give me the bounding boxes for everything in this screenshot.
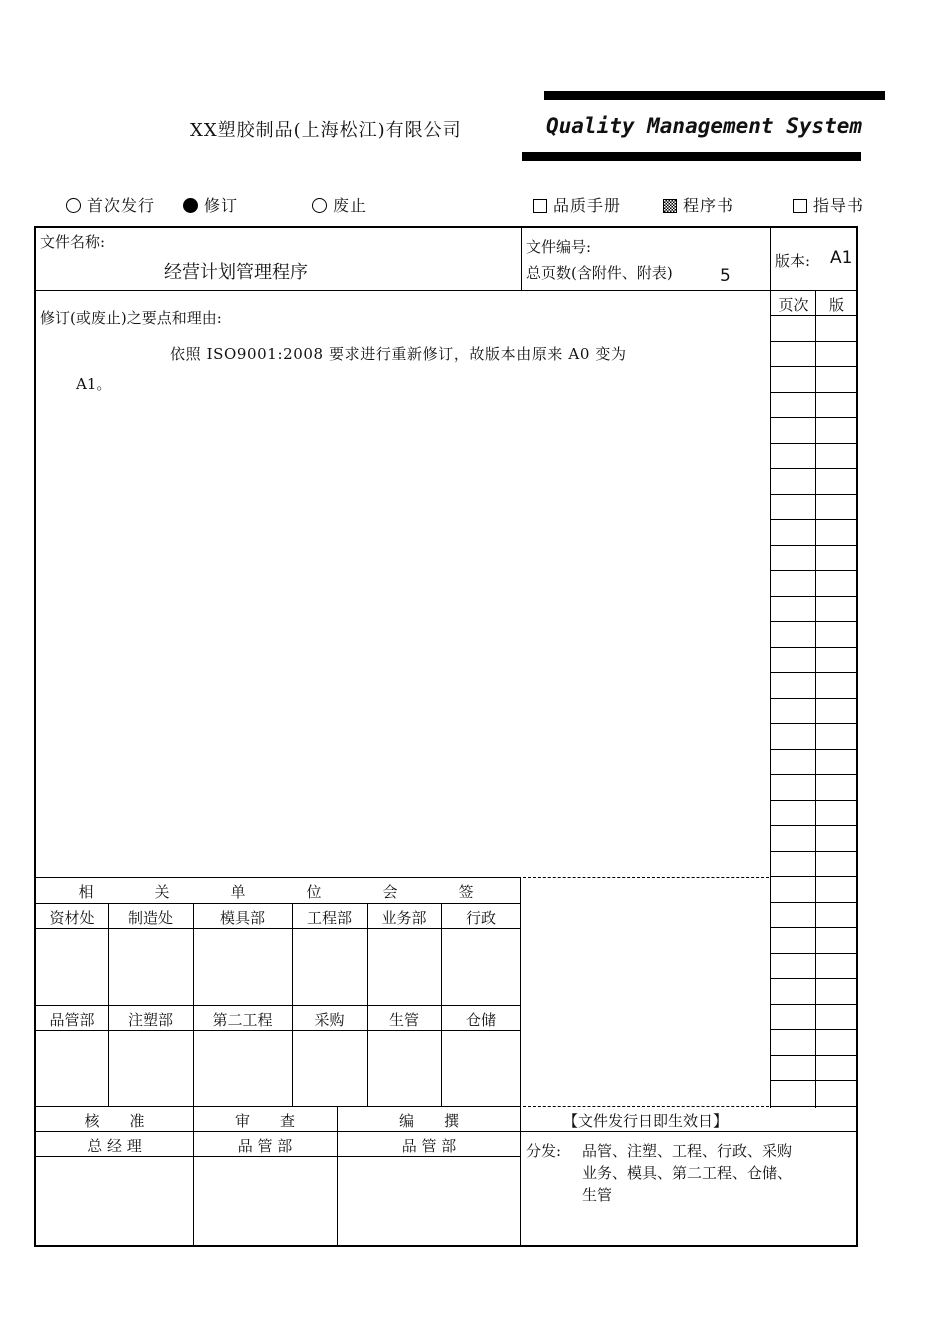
system-title: Quality Management System bbox=[546, 114, 863, 138]
side-table-row-line bbox=[770, 519, 856, 520]
signoff-title-5: 会 bbox=[382, 883, 398, 901]
revision-text-1: 依照 ISO9001:2008 要求进行重新修订，故版本由原来 A0 变为 bbox=[170, 345, 627, 363]
option-abolish[interactable]: 废止 bbox=[312, 193, 367, 216]
author-role: 品 管 部 bbox=[401, 1137, 457, 1155]
dept-purchasing: 采购 bbox=[314, 1011, 345, 1029]
option-revision[interactable]: 修订 bbox=[183, 193, 238, 216]
side-table-row-line bbox=[770, 315, 856, 316]
side-table-row-line bbox=[770, 927, 856, 928]
version-label: 版本: bbox=[775, 252, 811, 270]
side-table-row-line bbox=[770, 468, 856, 469]
dept-second-engineering: 第二工程 bbox=[212, 1011, 273, 1029]
side-table-row-line bbox=[770, 902, 856, 903]
doc-number-label: 文件编号: bbox=[526, 238, 592, 256]
dept-materials: 资材处 bbox=[49, 909, 95, 927]
dept-manufacturing: 制造处 bbox=[127, 909, 173, 927]
dept-admin: 行政 bbox=[465, 909, 496, 927]
document-form bbox=[34, 226, 858, 1247]
dept-mold: 模具部 bbox=[219, 909, 265, 927]
checkbox-checked-icon bbox=[663, 199, 677, 213]
side-table-row-line bbox=[770, 494, 856, 495]
side-table-row-line bbox=[770, 851, 856, 852]
version-value: A1 bbox=[830, 248, 853, 268]
side-table-row-line bbox=[770, 366, 856, 367]
effective-note: 【文件发行日即生效日】 bbox=[562, 1112, 728, 1130]
distribution-line-3: 生管 bbox=[582, 1186, 613, 1204]
doc-name: 经营计划管理程序 bbox=[164, 262, 308, 283]
distribution-label: 分发: bbox=[526, 1142, 562, 1160]
side-table-row-line bbox=[770, 545, 856, 546]
side-table-row-line bbox=[770, 774, 856, 775]
dept-engineering: 工程部 bbox=[306, 909, 352, 927]
revision-label: 修订(或废止)之要点和理由: bbox=[40, 309, 222, 327]
doc-name-label: 文件名称: bbox=[40, 233, 106, 251]
type-procedure[interactable]: 程序书 bbox=[663, 193, 734, 216]
dept-production-control: 生管 bbox=[388, 1011, 419, 1029]
signoff-title-6: 签 bbox=[458, 883, 474, 901]
approve-role: 总 经 理 bbox=[87, 1137, 142, 1155]
review-header: 审 查 bbox=[234, 1112, 295, 1130]
side-table-row-line bbox=[770, 570, 856, 571]
side-table-row-line bbox=[770, 417, 856, 418]
dept-business: 业务部 bbox=[381, 909, 427, 927]
side-table-row-line bbox=[770, 800, 856, 801]
radio-empty-icon bbox=[66, 198, 81, 213]
distribution-line-2: 业务、模具、第二工程、仓储、 bbox=[582, 1164, 793, 1182]
signoff-title-1: 相 bbox=[78, 883, 94, 901]
distribution-line-1: 品管、注塑、工程、行政、采购 bbox=[582, 1142, 793, 1160]
header-bar-top bbox=[544, 91, 885, 100]
side-table-row-line bbox=[770, 392, 856, 393]
side-table-row-line bbox=[770, 749, 856, 750]
side-table-row-line bbox=[770, 1055, 856, 1056]
author-header: 编 撰 bbox=[398, 1112, 459, 1130]
radio-empty-icon bbox=[312, 198, 327, 213]
checkbox-empty-icon bbox=[793, 199, 807, 213]
side-table-row-line bbox=[770, 1106, 856, 1107]
side-table-row-line bbox=[770, 341, 856, 342]
review-role: 品 管 部 bbox=[237, 1137, 293, 1155]
company-name: XX塑胶制品(上海松江)有限公司 bbox=[190, 120, 462, 141]
side-col-page: 页次 bbox=[778, 296, 809, 314]
signoff-title-3: 单 bbox=[230, 883, 246, 901]
side-table-row-line bbox=[770, 698, 856, 699]
dept-injection: 注塑部 bbox=[127, 1011, 173, 1029]
side-table-row-line bbox=[770, 1080, 856, 1081]
dept-qc: 品管部 bbox=[49, 1011, 95, 1029]
side-table-row-line bbox=[770, 621, 856, 622]
side-table-row-line bbox=[770, 876, 856, 877]
side-table-row-line bbox=[770, 953, 856, 954]
type-instruction[interactable]: 指导书 bbox=[793, 193, 864, 216]
option-first-issue[interactable]: 首次发行 bbox=[66, 193, 155, 216]
side-table-row-line bbox=[770, 1004, 856, 1005]
revision-text-2: A1。 bbox=[76, 375, 112, 393]
checkbox-empty-icon bbox=[533, 199, 547, 213]
type-quality-manual[interactable]: 品质手册 bbox=[533, 193, 621, 216]
side-table-row-line bbox=[770, 978, 856, 979]
side-table-row-line bbox=[770, 647, 856, 648]
approve-header: 核 准 bbox=[84, 1112, 145, 1130]
side-table-row-line bbox=[770, 443, 856, 444]
signoff-title-2: 关 bbox=[154, 883, 170, 901]
side-table-row-line bbox=[770, 723, 856, 724]
pages-value: 5 bbox=[720, 266, 731, 286]
side-table-row-line bbox=[770, 825, 856, 826]
dept-warehouse: 仓储 bbox=[465, 1011, 496, 1029]
radio-filled-icon bbox=[183, 198, 198, 213]
side-table-row-line bbox=[770, 1029, 856, 1030]
side-table-row-line bbox=[770, 596, 856, 597]
side-col-version: 版 bbox=[828, 296, 844, 314]
side-table-row-line bbox=[770, 672, 856, 673]
signoff-title-4: 位 bbox=[306, 883, 322, 901]
pages-label: 总页数(含附件、附表) bbox=[526, 264, 673, 282]
header-bar-bottom bbox=[522, 152, 861, 161]
